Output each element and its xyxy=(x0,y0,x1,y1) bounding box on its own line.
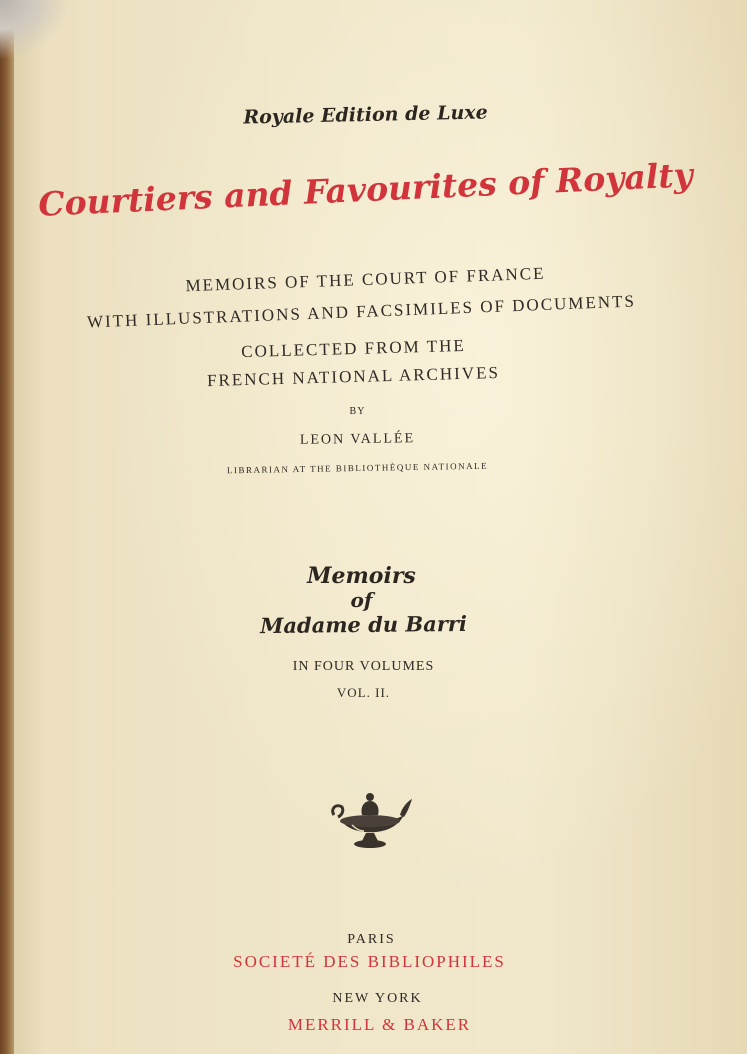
oil-lamp-icon xyxy=(322,785,414,853)
by-label: BY xyxy=(349,406,366,417)
subtitle-line-2: WITH ILLUSTRATIONS AND FACSIMILES OF DOCUMENTS xyxy=(86,291,637,332)
work-title-line-1: Memoirs xyxy=(307,563,416,589)
imprint-city-1: PARIS xyxy=(347,932,396,947)
background-corner xyxy=(0,0,70,60)
subtitle-line-4: FRENCH NATIONAL ARCHIVES xyxy=(206,362,501,391)
book-binding-edge xyxy=(0,0,14,1054)
volumes-label: IN FOUR VOLUMES xyxy=(292,659,435,674)
subtitle-line-3: COLLECTED FROM THE xyxy=(240,335,466,362)
imprint-city-2: NEW YORK xyxy=(332,991,423,1006)
author-role: LIBRARIAN AT THE BIBLIOTHÈQUE NATIONALE xyxy=(226,460,489,476)
work-title-line-3: Madame du Barri xyxy=(259,610,468,639)
imprint-publisher-1: SOCIETÉ DES BIBLIOPHILES xyxy=(233,952,506,971)
series-title: Courtiers and Favourites of Royalty xyxy=(37,155,694,224)
edition-label: Royale Edition de Luxe xyxy=(243,101,488,129)
imprint-publisher-2: MERRILL & BAKER xyxy=(287,1015,472,1034)
subtitle-line-1: MEMOIRS OF THE COURT OF FRANCE xyxy=(185,263,546,296)
author-name: LEON VALLÉE xyxy=(299,431,416,448)
work-title-line-2: of xyxy=(350,588,373,612)
volume-number: VOL. II. xyxy=(336,685,391,700)
